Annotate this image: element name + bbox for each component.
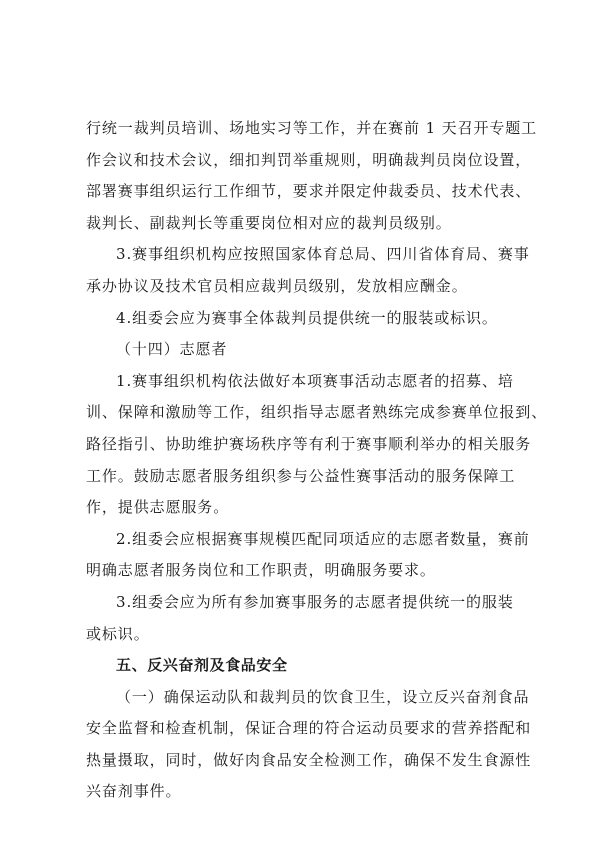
- text-line: 部署赛事组织运行工作细节，要求并限定仲裁委员、技术代表、: [86, 182, 532, 201]
- text-line: 作，提供志愿服务。: [86, 498, 230, 517]
- text-line: 工作。鼓励志愿者服务组织参与公益性赛事活动的服务保障工: [86, 466, 516, 485]
- text-line: 1.赛事组织机构依法做好本项赛事活动志愿者的招募、培: [116, 371, 514, 390]
- text-line: 热量摄取，同时，做好肉食品安全检测工作，确保不发生食源性: [86, 750, 532, 769]
- text-line: 3.赛事组织机构应按照国家体育总局、四川省体育局、赛事: [116, 245, 530, 264]
- text-line: 行统一裁判员培训、场地实习等工作，并在赛前 1 天召开专题工: [86, 119, 538, 137]
- text-line: 裁判长、副裁判长等重要岗位相对应的裁判员级别。: [86, 213, 452, 232]
- document-body: [86, 113, 548, 808]
- text-line: 承办协议及技术官员相应裁判员级别，发放相应酬金。: [86, 276, 468, 295]
- text-line: 4.组委会应为赛事全体裁判员提供统一的服装或标识。: [116, 308, 498, 327]
- text-line: 作会议和技术会议，细扣判罚举重规则，明确裁判员岗位设置，: [86, 150, 532, 169]
- text-line: 路径指引、协助维护赛场秩序等有利于赛事顺利举办的相关服务: [86, 434, 532, 453]
- text-line: 安全监督和检查机制，保证合理的符合运动员要求的营养搭配和: [86, 719, 532, 738]
- text-line: 训、保障和激励等工作，组织指导志愿者熟练完成参赛单位报到、: [86, 403, 548, 422]
- text-line: 2.组委会应根据赛事规模匹配同项适应的志愿者数量，赛前: [116, 529, 530, 548]
- text-line: 或标识。: [86, 624, 150, 643]
- subsection-heading: （十四）志愿者: [116, 340, 228, 359]
- text-line: 3.组委会应为所有参加赛事服务的志愿者提供统一的服装: [116, 592, 514, 611]
- text-line: 明确志愿者服务岗位和工作职责，明确服务要求。: [86, 561, 436, 580]
- text-line: 兴奋剂事件。: [86, 782, 182, 801]
- section-heading: 五、反兴奋剂及食品安全: [116, 656, 288, 675]
- text-line: （一）确保运动队和裁判员的饮食卫生，设立反兴奋剂食品: [116, 687, 530, 706]
